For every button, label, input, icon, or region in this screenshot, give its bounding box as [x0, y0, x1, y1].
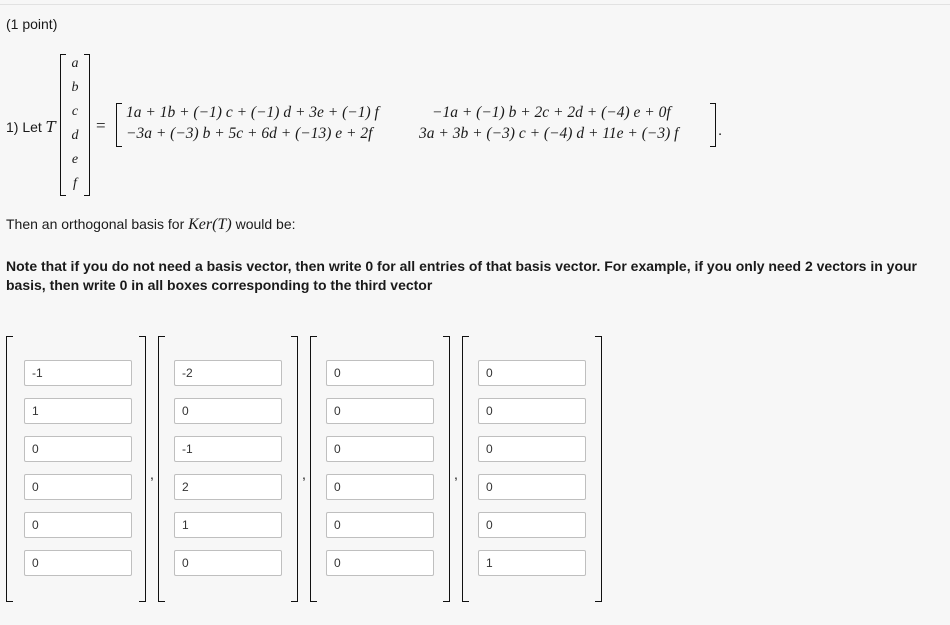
basis-4-entry-6[interactable]: [478, 550, 586, 576]
basis-4-entry-5[interactable]: [478, 512, 586, 538]
left-bracket: [310, 336, 317, 602]
kernel-symbol: Ker(T): [188, 216, 232, 233]
matrix-cell-r2c1: −3a + (−3) b + 5c + 6d + (−13) e + 2f: [126, 125, 373, 142]
transform-symbol: T: [45, 118, 56, 136]
basis-1-entry-6[interactable]: [24, 550, 132, 576]
vector-entry: e: [71, 152, 79, 167]
basis-2-entry-3[interactable]: [174, 436, 282, 462]
left-bracket: [116, 103, 122, 147]
basis-3-entry-3[interactable]: [326, 436, 434, 462]
left-bracket: [158, 336, 165, 602]
basis-3-entry-6[interactable]: [326, 550, 434, 576]
left-bracket: [6, 336, 13, 602]
basis-vector-3: [310, 336, 450, 602]
right-bracket: [710, 103, 716, 147]
basis-1-entry-4[interactable]: [24, 474, 132, 500]
problem-lead: [6, 118, 56, 136]
vector-entry: a: [71, 56, 79, 71]
problem-statement: [6, 54, 946, 196]
basis-vector-4: [462, 336, 602, 602]
basis-3-entry-1[interactable]: [326, 360, 434, 386]
vector-separator: ,: [454, 466, 458, 482]
right-bracket: [443, 336, 450, 602]
right-bracket: [139, 336, 146, 602]
basis-4-entry-3[interactable]: [478, 436, 586, 462]
vector-entry: b: [71, 80, 79, 95]
transform-output-matrix: [116, 103, 716, 147]
question-text: [6, 216, 296, 234]
basis-4-entry-4[interactable]: [478, 474, 586, 500]
right-bracket: [84, 54, 90, 196]
basis-1-entry-3[interactable]: [24, 436, 132, 462]
vector-entry: f: [73, 176, 77, 191]
period: .: [718, 122, 723, 139]
left-bracket: [60, 54, 66, 196]
basis-4-entry-1[interactable]: [478, 360, 586, 386]
matrix-cell-r2c2: 3a + 3b + (−3) c + (−4) d + 11e + (−3) f: [419, 125, 679, 142]
basis-answer-area: [6, 336, 946, 604]
basis-3-entry-4[interactable]: [326, 474, 434, 500]
right-bracket: [595, 336, 602, 602]
top-divider: [0, 4, 950, 5]
vector-entry: c: [71, 104, 79, 119]
vector-entry: d: [71, 128, 79, 143]
basis-2-entry-4[interactable]: [174, 474, 282, 500]
input-column-vector: [60, 54, 90, 196]
basis-4-entry-2[interactable]: [478, 398, 586, 424]
basis-2-entry-1[interactable]: [174, 360, 282, 386]
basis-2-entry-2[interactable]: [174, 398, 282, 424]
points-label: (1 point): [6, 16, 58, 32]
right-bracket: [291, 336, 298, 602]
left-bracket: [462, 336, 469, 602]
vector-separator: ,: [150, 466, 154, 482]
question-before: Then an orthogonal basis for: [6, 216, 189, 232]
basis-vector-2: [158, 336, 298, 602]
basis-3-entry-5[interactable]: [326, 512, 434, 538]
basis-1-entry-1[interactable]: [24, 360, 132, 386]
matrix-cell-r1c1: 1a + 1b + (−1) c + (−1) d + 3e + (−1) f: [126, 104, 379, 121]
matrix-cell-r1c2: −1a + (−1) b + 2c + 2d + (−4) e + 0f: [432, 104, 671, 121]
basis-vector-1: [6, 336, 146, 602]
basis-1-entry-2[interactable]: [24, 398, 132, 424]
problem-number-text: 1) Let: [6, 119, 46, 135]
basis-2-entry-5[interactable]: [174, 512, 282, 538]
question-after: would be:: [231, 216, 296, 232]
basis-3-entry-2[interactable]: [326, 398, 434, 424]
equals-sign: =: [96, 116, 106, 135]
instruction-note: Note that if you do not need a basis vector, then write 0 for all entries of that basis vector. For example, if you only need 2 vectors in your basis, then write 0 in all boxes corresponding to the third vector: [6, 258, 917, 293]
vector-separator: ,: [302, 466, 306, 482]
basis-2-entry-6[interactable]: [174, 550, 282, 576]
basis-1-entry-5[interactable]: [24, 512, 132, 538]
